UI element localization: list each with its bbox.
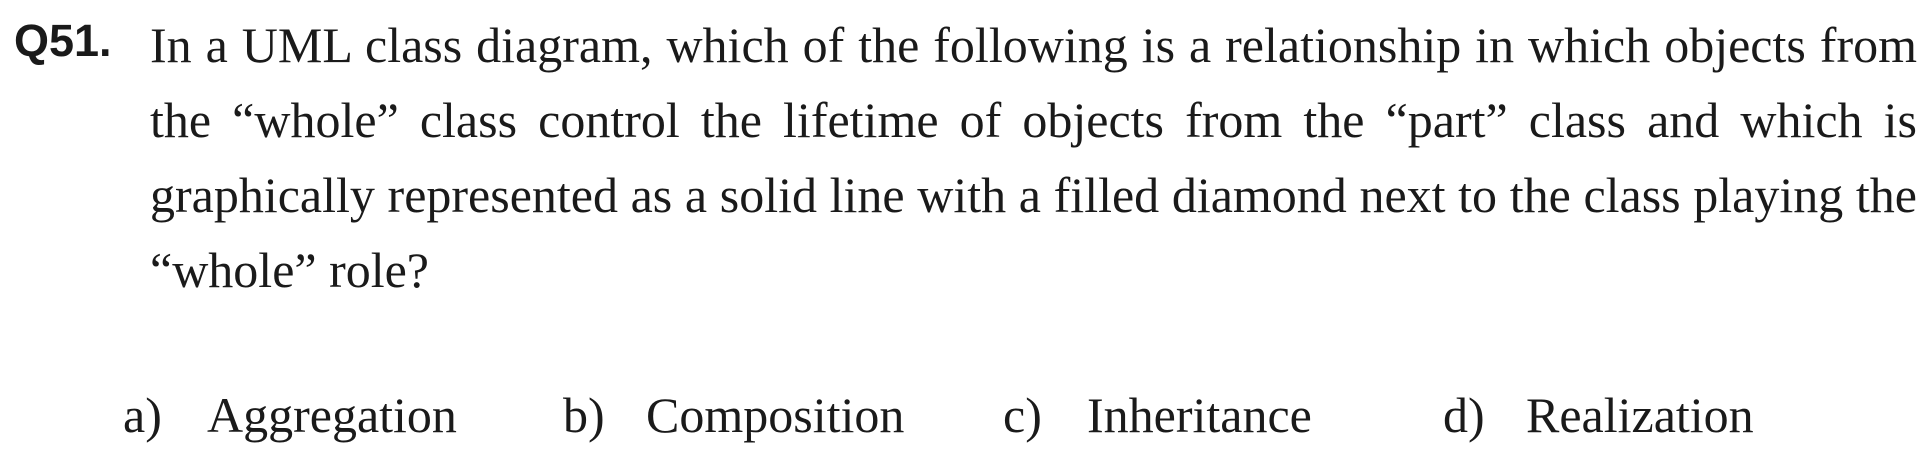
option-label: Inheritance [1087, 387, 1312, 443]
option-label: Realization [1526, 387, 1754, 443]
option-letter: d) [1443, 387, 1485, 443]
option-label: Composition [646, 387, 905, 443]
option-label: Aggregation [207, 387, 457, 443]
answer-options [0, 385, 1919, 445]
option-letter: a) [123, 387, 162, 443]
question-text: In a UML class diagram, which of the following is a relationship in which objects from the “whole” class control the lifetime of objects from the “part” class and which is graphically represented as a solid line with a filled diamond next to the class playing the “whole” role? [150, 17, 1917, 298]
option-letter: b) [563, 387, 605, 443]
option-letter: c) [1003, 387, 1042, 443]
question-number: Q51. [14, 15, 112, 66]
